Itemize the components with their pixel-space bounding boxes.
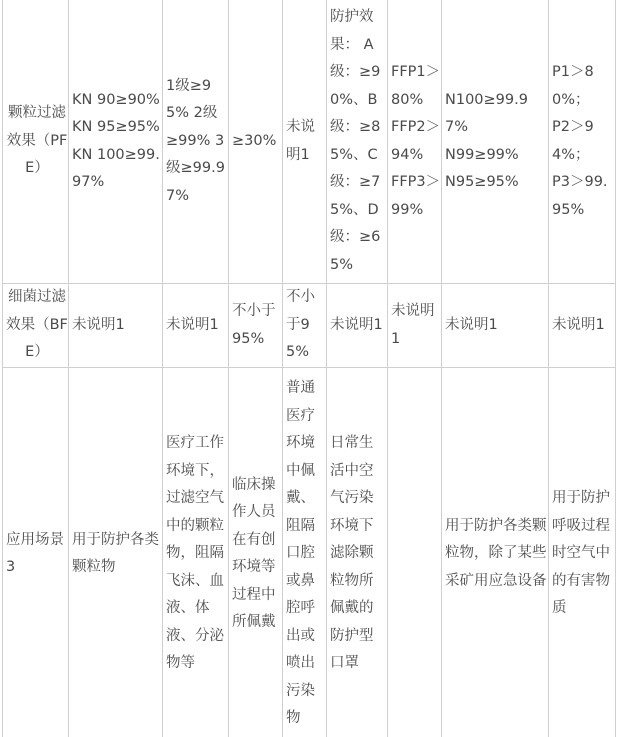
cell-pfe-1: KN 90≥90% KN 95≥95% KN 100≥99.97% <box>69 0 163 284</box>
cell-app-3: 临床操作人员在有创环境等过程中所佩戴 <box>229 368 283 737</box>
cell-app-8: 用于防护呼吸过程时空气中的有害物质 <box>549 368 616 737</box>
cell-pfe-8: P1＞80%； P2＞94%； P3＞99.95% <box>549 0 616 284</box>
table-row-bfe <box>3 284 616 368</box>
row-header-pfe: 颗粒过滤效果（PFE） <box>3 0 69 284</box>
row-header-bfe: 细菌过滤效果（BFE） <box>3 284 69 368</box>
cell-bfe-6: 未说明1 <box>388 284 442 368</box>
mask-standards-table <box>2 0 616 737</box>
cell-bfe-2: 未说明1 <box>163 284 229 368</box>
cell-pfe-4: 未说明1 <box>283 0 327 284</box>
cell-pfe-2: 1级≥95% 2级≥99% 3级≥99.97% <box>163 0 229 284</box>
cell-pfe-6: FFP1＞80% FFP2＞94% FFP3＞99% <box>388 0 442 284</box>
cell-app-6 <box>388 368 442 737</box>
cell-app-5: 日常生活中空气污染环境下滤除颗粒物所佩戴的防护型口罩 <box>327 368 388 737</box>
cell-bfe-7: 未说明1 <box>442 284 549 368</box>
cell-pfe-3: ≥30% <box>229 0 283 284</box>
cell-pfe-5: 防护效果： A级：≥90%、B级：≥85%、C级：≥75%、D级：≥65% <box>327 0 388 284</box>
cell-bfe-3: 不小于95% <box>229 284 283 368</box>
cell-bfe-5: 未说明1 <box>327 284 388 368</box>
cell-pfe-7: N100≥99.97% N99≥99% N95≥95% <box>442 0 549 284</box>
cell-app-1: 用于防护各类颗粒物 <box>69 368 163 737</box>
cell-app-4: 普通医疗环境中佩戴、阻隔口腔或鼻腔呼出或喷出污染物 <box>283 368 327 737</box>
row-header-application: 应用场景3 <box>3 368 69 737</box>
cell-app-2: 医疗工作环境下，过滤空气中的颗粒物，阻隔飞沫、血液、体液、分泌物等 <box>163 368 229 737</box>
table-row-pfe <box>3 0 616 284</box>
cell-bfe-8: 未说明1 <box>549 284 616 368</box>
cell-bfe-1: 未说明1 <box>69 284 163 368</box>
cell-app-7: 用于防护各类颗粒物，除了某些采矿用应急设备 <box>442 368 549 737</box>
cell-bfe-4: 不小于95% <box>283 284 327 368</box>
table-row-application <box>3 368 616 737</box>
